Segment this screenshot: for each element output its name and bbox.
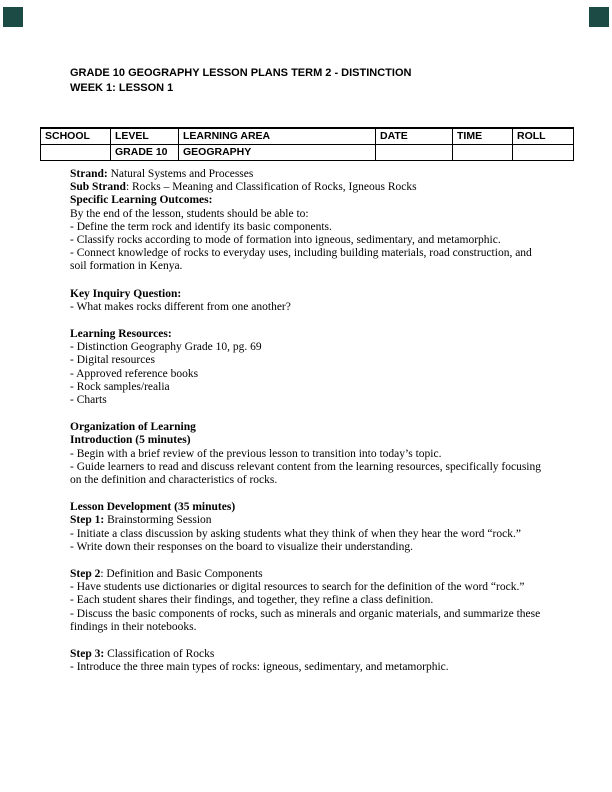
text-line bbox=[70, 194, 551, 207]
text-line bbox=[70, 514, 551, 527]
table-header-roll: ROLL bbox=[513, 128, 574, 144]
text-line bbox=[70, 247, 551, 273]
table-header-school: SCHOOL bbox=[41, 128, 111, 144]
text-line bbox=[70, 581, 551, 594]
table-header-level: LEVEL bbox=[111, 128, 179, 144]
bold-label: Lesson Development (35 minutes) bbox=[70, 501, 236, 514]
bold-label: Organization of Learning bbox=[70, 421, 196, 434]
text-line bbox=[70, 568, 551, 581]
text-line bbox=[70, 288, 551, 301]
title-line-1: GRADE 10 GEOGRAPHY LESSON PLANS TERM 2 - DISTINCTION bbox=[70, 67, 412, 79]
body-text: - Connect knowledge of rocks to everyday uses, including building materials, road construction, and soil formation in Kenya. bbox=[70, 247, 532, 273]
body-text: - Introduce the three main types of rocks: igneous, sedimentary, and metamorphic. bbox=[70, 661, 449, 674]
table-header-learning-area: LEARNING AREA bbox=[179, 128, 376, 144]
body-text: Natural Systems and Processes bbox=[107, 168, 254, 180]
text-line bbox=[70, 594, 551, 607]
title-line-2: WEEK 1: LESSON 1 bbox=[70, 82, 174, 94]
lesson-info-table bbox=[40, 127, 574, 161]
text-line bbox=[70, 354, 551, 367]
bold-label: Specific Learning Outcomes: bbox=[70, 194, 213, 207]
body-text: - Each student shares their findings, and together, they refine a class definition. bbox=[70, 594, 434, 607]
text-line bbox=[70, 434, 551, 447]
body-text: Brainstorming Session bbox=[104, 514, 212, 527]
body-text: - Charts bbox=[70, 394, 107, 407]
text-line bbox=[70, 501, 551, 514]
text-line bbox=[70, 528, 551, 541]
bold-label: Strand: bbox=[70, 168, 108, 180]
text-line bbox=[70, 661, 551, 674]
body-text: - Approved reference books bbox=[70, 367, 199, 380]
bold-label: Step 2 bbox=[70, 568, 101, 581]
body-text: - Classify rocks according to mode of formation into igneous, sedimentary, and metamorphic. bbox=[70, 234, 501, 247]
body-text: - Discuss the basic components of rocks, such as minerals and organic materials, and summarize these findings in their notebooks. bbox=[70, 607, 541, 633]
body-text: : Rocks – Meaning and Classification of Rocks, Igneous Rocks bbox=[125, 181, 417, 194]
body-text: - Write down their responses on the board to visualize their understanding. bbox=[70, 540, 413, 553]
text-line bbox=[70, 541, 551, 554]
bold-label: Step 3: bbox=[70, 648, 105, 661]
body-text: - Begin with a brief review of the previous lesson to transition into today’s topic. bbox=[70, 447, 442, 460]
corner-mark-left bbox=[3, 7, 23, 27]
document-title bbox=[70, 66, 411, 96]
text-line bbox=[70, 648, 551, 661]
body-text: - Initiate a class discussion by asking students what they think of when they hear the word “rock.” bbox=[70, 527, 521, 540]
body-text: - Rock samples/realia bbox=[70, 380, 170, 393]
table-cell-roll-value bbox=[513, 144, 574, 160]
table-cell-time-value bbox=[453, 144, 513, 160]
bold-label: Learning Resources: bbox=[70, 328, 172, 341]
table-cell-date-value bbox=[376, 144, 453, 160]
body-text: - Define the term rock and identify its basic components. bbox=[70, 220, 332, 233]
bold-label: Key Inquiry Question: bbox=[70, 287, 182, 300]
text-line bbox=[70, 234, 551, 247]
text-line bbox=[70, 394, 551, 407]
text-line bbox=[70, 301, 551, 314]
bold-label: Sub Strand bbox=[70, 181, 126, 194]
text-line bbox=[70, 608, 551, 634]
body-text: - Distinction Geography Grade 10, pg. 69 bbox=[70, 341, 262, 354]
table-header-row bbox=[41, 128, 574, 144]
body-text: - Digital resources bbox=[70, 354, 155, 367]
text-line bbox=[70, 168, 551, 181]
text-line bbox=[70, 221, 551, 234]
body-text: - What makes rocks different from one another? bbox=[70, 300, 291, 313]
table-cell-school-value bbox=[41, 144, 111, 160]
text-line bbox=[70, 368, 551, 381]
text-line bbox=[70, 181, 551, 194]
text-line bbox=[70, 341, 551, 354]
body-text: : Definition and Basic Components bbox=[100, 568, 263, 581]
table-value-row bbox=[41, 144, 574, 160]
table-header-date: DATE bbox=[376, 128, 453, 144]
table-header-time: TIME bbox=[453, 128, 513, 144]
text-line bbox=[70, 381, 551, 394]
body-text: - Guide learners to read and discuss relevant content from the learning resources, specifically focusing on the definition and characteristics of rocks. bbox=[70, 460, 542, 487]
table-cell-learning-area-value: GEOGRAPHY bbox=[179, 144, 376, 160]
body-text: - Have students use dictionaries or digital resources to search for the definition of the word “rock.” bbox=[70, 581, 525, 594]
body-text: By the end of the lesson, students should be able to: bbox=[70, 207, 309, 220]
document-body bbox=[70, 168, 551, 675]
text-line bbox=[70, 208, 551, 221]
text-line bbox=[70, 448, 551, 461]
bold-label: Introduction (5 minutes) bbox=[70, 434, 191, 447]
text-line bbox=[70, 421, 551, 434]
body-text: Classification of Rocks bbox=[104, 648, 215, 661]
table-cell-level-value: GRADE 10 bbox=[111, 144, 179, 160]
text-line bbox=[70, 461, 551, 487]
text-line bbox=[70, 328, 551, 341]
corner-mark-right bbox=[589, 7, 609, 27]
bold-label: Step 1: bbox=[70, 514, 105, 527]
